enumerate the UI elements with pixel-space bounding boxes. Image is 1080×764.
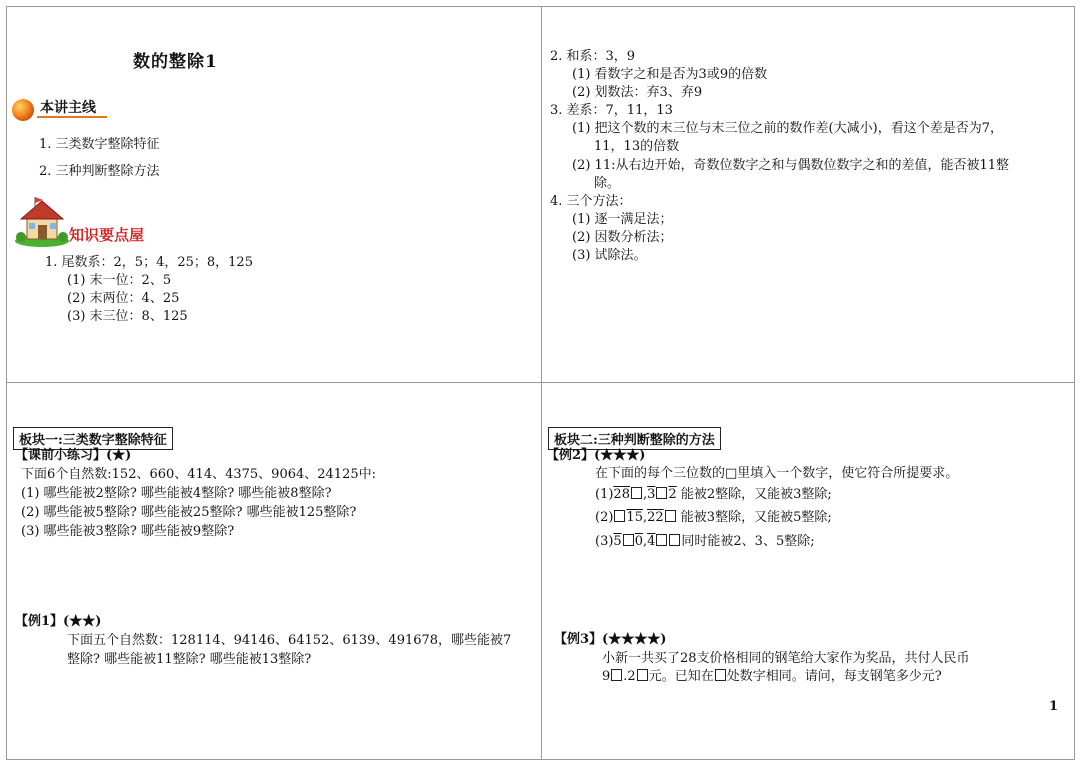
point-1-sub-2: (2) 末两位：4、25 [67,291,180,306]
number-22-box: 22 [647,510,677,525]
slide-3 [6,382,542,760]
example-3-label: 【例3】(★★★★) [554,632,667,647]
slide-4 [541,382,1075,760]
point-4-sub-1: (1) 逐一满足法； [572,212,673,227]
blank-box [656,534,667,546]
practice-intro: 下面6个自然数:152、660、414、4375、9064、24125中: [21,467,376,482]
blank-box [623,534,634,546]
number-5-box-0: 5 0 [613,534,643,549]
point-1-sub-3: (3) 末三位：8、125 [67,309,188,324]
point-3-sub-1a: (1) 把这个数的末三位与末三位之前的数作差(大减小)，看这个差是否为7， [572,121,1003,136]
point-2: 2. 和系：3，9 [550,49,636,64]
blank-box [665,510,676,522]
blank-box [611,669,622,681]
section-main-line: 本讲主线 [40,100,96,116]
number-3-box-2: 3 2 [647,487,677,502]
example-3-line-1: 小新一共买了28支价格相同的钢笔给大家作为奖品，共付人民币 [602,651,970,666]
practice-question-1: (1) 哪些能被2整除? 哪些能被4整除? 哪些能被8整除? [21,486,332,501]
point-4-sub-3: (3) 试除法。 [572,248,647,263]
point-2-sub-1: (1) 看数字之和是否为3或9的倍数 [572,67,768,82]
example-2-question-2: (2) 15,22 能被3整除，又能被5整除; [595,510,832,525]
point-4: 4. 三个方法： [550,194,632,209]
number-box-15: 15 [613,510,643,525]
page-number: 1 [1049,699,1059,714]
example-1-line-1: 下面五个自然数：128114、94146、64152、6139、491678，哪些能被7 [67,633,512,648]
block-one-title: 板块一:三类数字整除特征 [13,427,173,450]
section-underline [37,116,107,118]
orange-ball-icon [10,97,36,123]
main-item-1: 1. 三类数字整除特征 [39,137,160,152]
blank-box [631,487,642,499]
point-1-sub-1: (1) 末一位：2、5 [67,273,172,288]
number-28-box: 28 [613,487,643,502]
point-1: 1. 尾数系：2，5；4，25；8，125 [45,255,253,270]
example-2-question-1: (1)28 ,3 2 能被2整除，又能被3整除; [595,487,832,502]
point-3: 3. 差系：7，11，13 [550,103,673,118]
example-2-intro: 在下面的每个三位数的□里填入一个数字，使它符合所提要求。 [595,466,959,481]
slide-title: 数的整除1 [133,52,218,72]
example-3-line-2: 9 .2 元。已知在 处数字相同。请问，每支钢笔多少元? [602,669,942,684]
blank-box [656,487,667,499]
point-2-sub-2: (2) 划数法：弃3、弃9 [572,85,703,100]
point-3-sub-2b: 除。 [594,176,621,191]
practice-question-3: (3) 哪些能被3整除? 哪些能被9整除? [21,524,235,539]
practice-question-2: (2) 哪些能被5整除? 哪些能被25整除? 哪些能被125整除? [21,505,357,520]
house-icon [13,191,71,247]
slide-1 [6,6,542,383]
example-2-label: 【例2】(★★★) [546,448,646,463]
blank-box [637,669,648,681]
point-4-sub-2: (2) 因数分析法； [572,230,673,245]
blank-box [669,534,680,546]
example-2-question-3: (3)5 0,4 同时能被2、3、5整除; [595,534,815,549]
point-3-sub-2a: (2) 11:从右边开始，奇数位数字之和与偶数位数字之和的差值，能否被11整 [572,158,1010,173]
number-4-box-box: 4 [647,534,681,549]
example-1-line-2: 整除? 哪些能被11整除? 哪些能被13整除? [67,652,312,667]
main-item-2: 2. 三种判断整除方法 [39,164,160,179]
section-knowledge: 知识要点屋 [69,226,145,244]
practice-label: 【课前小练习】(★) [15,448,132,463]
example-1-label: 【例1】(★★) [15,614,102,629]
point-3-sub-1b: 11，13的倍数 [594,139,680,154]
slide-2 [541,6,1075,383]
blank-box [614,510,625,522]
block-two-title: 板块二:三种判断整除的方法 [548,427,721,450]
blank-box [715,669,726,681]
